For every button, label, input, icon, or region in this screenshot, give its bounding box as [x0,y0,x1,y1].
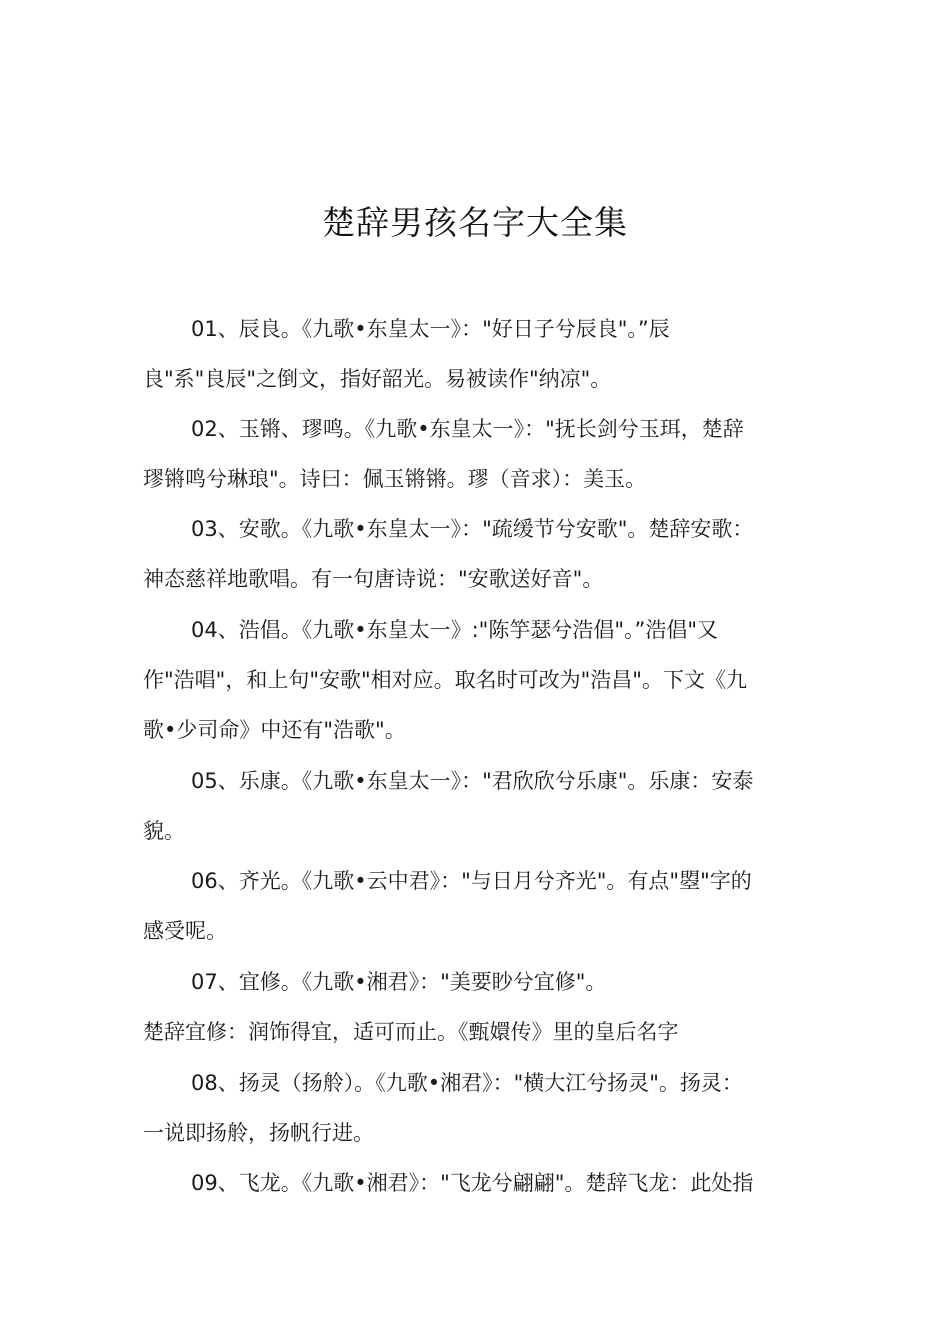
entry-07-line-1: 07、宜修。《九歌•湘君》："美要眇兮宜修"。 [191,970,607,994]
entry-08-line-1: 08、扬灵（扬舲）。《九歌•湘君》："横大江兮扬灵"。扬灵： [191,1071,743,1095]
entry-01-line-1: 01、辰良。《九歌•东皇太一》："好日子兮辰良"。”辰 [191,317,670,341]
entry-03-line-1: 03、安歌。《九歌•东皇太一》："疏缓节兮安歌"。楚辞安歌： [191,517,754,541]
entry-09-line-1: 09、飞龙。《九歌•湘君》："飞龙兮翩翩"。楚辞飞龙：此处指 [191,1171,754,1195]
entry-06-line-1: 06、齐光。《九歌•云中君》："与日月兮齐光"。有点"曌"字的 [191,869,752,893]
entry-03-line-2: 神态慈祥地歌唱。有一句唐诗说："安歌送好音"。 [143,567,604,591]
entry-07-line-2: 楚辞宜修：润饰得宜，适可而止。《甄嬛传》里的皇后名字 [143,1020,679,1044]
entry-04-line-2: 作"浩唱"，和上句"安歌"相对应。取名时可改为"浩昌"。下文《九 [143,668,747,692]
entry-02-line-2: 璆锵鸣兮琳琅"。诗曰：佩玉锵锵。璆（音求）：美玉。 [143,467,647,491]
entry-08-line-2: 一说即扬舲，扬帆行进。 [143,1121,374,1145]
entry-04-line-3: 歌•少司命》中还有"浩歌"。 [143,718,406,742]
entry-04-line-1: 04、浩倡。《九歌•东皇太一》:"陈竽瑟兮浩倡"。”浩倡"又 [191,618,719,642]
entry-01-line-2: 良"系"良辰"之倒文，指好韶光。易被读作"纳凉"。 [143,367,612,391]
entry-05-line-2: 貌。 [143,819,185,843]
entry-02-line-1: 02、玉锵、璆鸣。《九歌•东皇太一》："抚长剑兮玉珥，楚辞 [191,417,744,441]
entry-06-line-2: 感受呢。 [143,919,227,943]
entry-05-line-1: 05、乐康。《九歌•东皇太一》："君欣欣兮乐康"。乐康：安泰 [191,769,754,793]
document-title: 楚辞男孩名字大全集 [322,203,628,242]
